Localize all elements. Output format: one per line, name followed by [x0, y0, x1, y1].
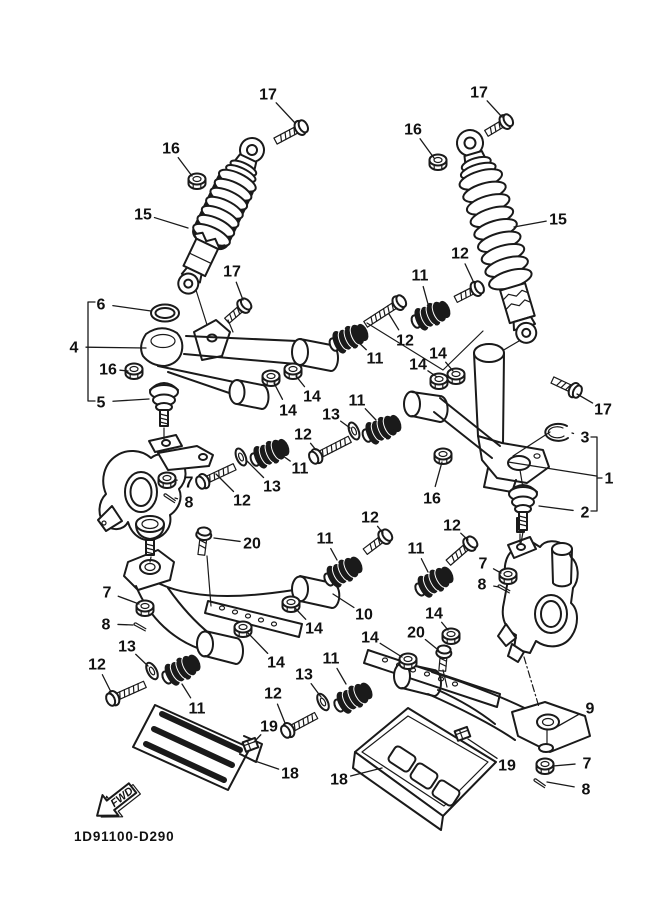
bolt: [483, 112, 516, 140]
nut-part: [285, 364, 302, 380]
callout-label-11: 11: [316, 530, 334, 548]
shock-absorber-right: [445, 124, 550, 348]
callout-leader: [514, 221, 546, 227]
callout-label-12: 12: [264, 685, 282, 703]
steering-knuckle-right: [498, 518, 578, 662]
ball-joint-upper-right: [509, 485, 537, 543]
bolt: [361, 527, 395, 558]
washer-part: [233, 447, 248, 467]
callout-label-11: 11: [188, 700, 206, 718]
steering-knuckle-left: [98, 435, 213, 555]
callout-label-13: 13: [263, 478, 281, 496]
pin-part: [533, 778, 547, 787]
callout-label-5: 5: [96, 394, 106, 412]
bushing-part: [247, 436, 291, 471]
callout-label-12: 12: [451, 245, 469, 263]
callout-leader: [136, 654, 148, 666]
callout-label-12: 12: [88, 656, 106, 674]
callout-label-6: 6: [96, 296, 106, 314]
bolt: [362, 293, 409, 331]
callout-leader: [154, 218, 188, 228]
nut-part: [448, 369, 465, 385]
lower-arm-left: [124, 550, 339, 664]
callout-leader: [577, 394, 593, 403]
callout-label-14: 14: [267, 654, 285, 672]
callout-label-12: 12: [443, 517, 461, 535]
bolt: [443, 534, 480, 569]
callout-label-12: 12: [233, 492, 251, 510]
callout-label-16: 16: [99, 361, 117, 379]
nut-part: [189, 174, 206, 190]
callout-leader: [435, 462, 442, 486]
bushing-part: [330, 679, 375, 717]
bolt: [272, 118, 310, 148]
callout-leader: [389, 314, 399, 330]
callout-leader: [178, 158, 192, 176]
callout-label-7: 7: [582, 755, 592, 773]
callout-label-15: 15: [134, 206, 152, 224]
bushing-part: [359, 412, 403, 447]
callout-label-11: 11: [407, 540, 425, 558]
callout-leader: [311, 684, 321, 697]
callout-leader: [420, 139, 434, 158]
callout-label-7: 7: [184, 474, 194, 492]
callout-label-11: 11: [366, 350, 384, 368]
callout-bracket: [591, 437, 597, 511]
callout-label-18: 18: [330, 771, 348, 789]
callout-leader: [547, 782, 574, 787]
callout-label-20: 20: [243, 535, 261, 553]
callout-label-8: 8: [184, 494, 194, 512]
callout-leader: [118, 624, 133, 625]
callout-label-19: 19: [498, 757, 516, 775]
bushing-part: [408, 298, 452, 333]
callout-label-10: 10: [355, 606, 373, 624]
callout-leader: [86, 347, 146, 348]
snap-ring: [545, 424, 568, 441]
callout-label-7: 7: [478, 555, 488, 573]
callout-label-2: 2: [580, 504, 590, 522]
bushing-part: [320, 553, 365, 591]
callout-leader: [214, 538, 240, 541]
callout-label-11: 11: [348, 392, 366, 410]
pin-part: [133, 623, 147, 631]
callout-label-14: 14: [303, 388, 321, 406]
callout-leader: [276, 103, 295, 123]
callout-label-14: 14: [409, 356, 427, 374]
callout-leader: [365, 409, 376, 420]
callout-leader: [118, 596, 139, 604]
callout-leader: [494, 586, 499, 587]
callout-label-8: 8: [477, 576, 487, 594]
fwd-label: FWD: [108, 785, 136, 810]
nut-part: [159, 473, 176, 489]
callout-label-20: 20: [407, 624, 425, 642]
bushing-part: [158, 651, 203, 689]
callout-label-13: 13: [118, 638, 136, 656]
callout-leader: [425, 640, 437, 649]
callout-leader: [248, 633, 268, 653]
drawing-code: 1D91100-D290: [74, 829, 175, 844]
callout-label-16: 16: [404, 121, 422, 139]
callout-label-17: 17: [594, 401, 612, 419]
callout-label-17: 17: [223, 263, 241, 281]
nut-part: [500, 569, 517, 585]
bushing-part: [411, 563, 456, 601]
o-ring: [151, 305, 179, 322]
callout-leader: [120, 370, 128, 371]
nut-part: [443, 629, 460, 645]
callout-leader: [236, 282, 243, 300]
nut-part: [263, 371, 280, 387]
callout-leader: [442, 622, 448, 630]
fwd-arrow: [89, 776, 145, 828]
nut-part: [537, 759, 554, 775]
callout-label-7: 7: [102, 584, 112, 602]
callout-leader: [487, 101, 502, 117]
callout-label-13: 13: [295, 666, 313, 684]
callout-label-17: 17: [470, 84, 488, 102]
callout-label-11: 11: [411, 267, 429, 285]
callout-label-14: 14: [279, 402, 297, 420]
bolt: [307, 433, 353, 467]
callout-leader: [337, 668, 346, 684]
bolt: [194, 527, 212, 556]
callout-label-14: 14: [429, 345, 447, 363]
callout-label-8: 8: [101, 616, 111, 634]
callout-leader: [539, 506, 573, 510]
callout-label-1: 1: [604, 470, 614, 488]
callout-label-14: 14: [425, 605, 443, 623]
callout-leader: [113, 399, 149, 401]
callout-label-4: 4: [69, 339, 79, 357]
callout-leader: [423, 287, 428, 304]
skid-plate-right: [353, 708, 496, 830]
callout-label-13: 13: [322, 406, 340, 424]
callout-label-8: 8: [581, 781, 591, 799]
nut-part: [137, 601, 154, 617]
callout-label-12: 12: [361, 509, 379, 527]
callout-label-12: 12: [294, 426, 312, 444]
nut-part: [400, 654, 417, 670]
nut-part: [431, 374, 448, 390]
callout-label-16: 16: [162, 140, 180, 158]
callout-label-11: 11: [322, 650, 340, 668]
callout-leader: [465, 264, 474, 283]
bolt: [222, 296, 254, 327]
bushing-part: [326, 321, 370, 356]
callout-leader: [182, 684, 191, 698]
callout-leader: [274, 383, 282, 399]
callout-label-15: 15: [549, 211, 567, 229]
callout-label-18: 18: [281, 765, 299, 783]
callout-label-14: 14: [361, 629, 379, 647]
callout-leader: [216, 474, 234, 492]
shock-mount-line-right: [502, 341, 519, 351]
callout-bracket: [88, 302, 95, 401]
callout-leader: [295, 608, 306, 619]
bolt: [452, 279, 486, 306]
callout-leader: [553, 764, 575, 766]
bolt: [549, 373, 584, 400]
bolt: [104, 678, 148, 709]
shock-absorber-left: [166, 131, 275, 302]
callout-leader: [277, 704, 285, 723]
callout-leader: [331, 549, 337, 560]
nut-part: [435, 449, 452, 465]
callout-label-11: 11: [291, 460, 309, 478]
washer-part: [315, 692, 331, 712]
callout-leader: [421, 559, 428, 572]
bolt: [279, 709, 320, 740]
skid-plate-left: [133, 705, 262, 790]
nut-part: [430, 155, 447, 171]
callout-label-14: 14: [305, 620, 323, 638]
callout-label-12: 12: [396, 332, 414, 350]
callout-label-3: 3: [580, 429, 590, 447]
shock-mount-line-left: [196, 290, 208, 328]
callout-label-16: 16: [423, 490, 441, 508]
callout-leader: [252, 760, 279, 769]
callout-label-9: 9: [585, 700, 595, 718]
callout-leader: [175, 498, 177, 499]
callout-label-17: 17: [259, 86, 277, 104]
ball-joint-upper-left: [150, 383, 178, 440]
callout-leader: [113, 306, 151, 311]
callout-label-19: 19: [260, 718, 278, 736]
callout-leader: [102, 675, 111, 692]
